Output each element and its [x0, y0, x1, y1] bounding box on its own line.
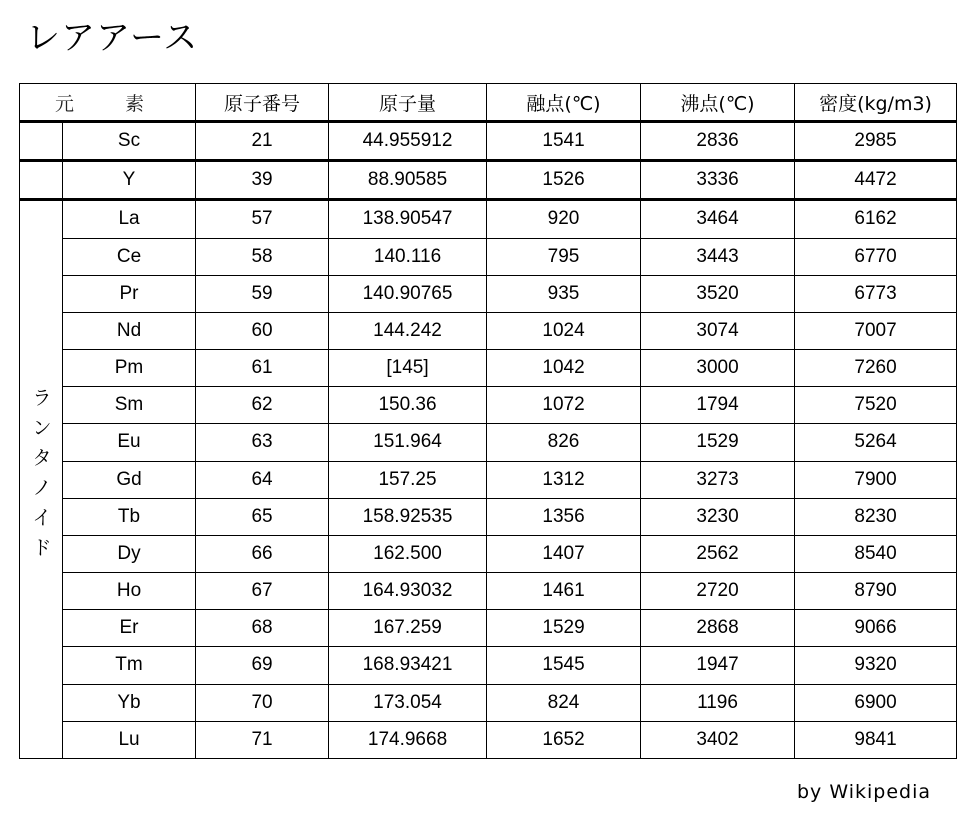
table-body [20, 122, 957, 759]
cell-atomic-weight: 173.054 [329, 684, 487, 721]
cell-atomic-weight: 164.93032 [329, 573, 487, 610]
cell-melting-point: 1024 [487, 312, 641, 349]
cell-symbol: Er [63, 610, 196, 647]
cell-atomic-weight: 174.9668 [329, 721, 487, 758]
cell-symbol: Pm [63, 350, 196, 387]
cell-density: 7007 [795, 312, 957, 349]
table-row [20, 498, 957, 535]
cell-boiling-point: 3443 [641, 238, 795, 275]
table-row [20, 647, 957, 684]
cell-density: 8230 [795, 498, 957, 535]
lanthanoid-group-cell [20, 200, 63, 759]
cell-boiling-point: 3230 [641, 498, 795, 535]
cell-melting-point: 795 [487, 238, 641, 275]
group-cell-empty [20, 161, 63, 200]
credit-text: by Wikipedia [796, 781, 931, 803]
header-density: 密度(kg/m3) [795, 84, 957, 122]
cell-density: 2985 [795, 122, 957, 161]
cell-symbol: Sm [63, 387, 196, 424]
cell-symbol: Tm [63, 647, 196, 684]
cell-melting-point: 1072 [487, 387, 641, 424]
cell-density: 6770 [795, 238, 957, 275]
cell-atomic-number: 69 [196, 647, 329, 684]
cell-density: 7260 [795, 350, 957, 387]
cell-symbol: Tb [63, 498, 196, 535]
cell-melting-point: 920 [487, 200, 641, 238]
cell-symbol: Sc [63, 122, 196, 161]
table-row [20, 424, 957, 461]
cell-melting-point: 935 [487, 275, 641, 312]
cell-symbol: Eu [63, 424, 196, 461]
rare-earth-table [19, 83, 957, 759]
cell-atomic-number: 68 [196, 610, 329, 647]
cell-density: 6900 [795, 684, 957, 721]
cell-boiling-point: 2562 [641, 535, 795, 572]
table-row [20, 573, 957, 610]
table-row [20, 461, 957, 498]
cell-atomic-weight: 167.259 [329, 610, 487, 647]
cell-atomic-number: 62 [196, 387, 329, 424]
cell-density: 9066 [795, 610, 957, 647]
cell-melting-point: 1545 [487, 647, 641, 684]
cell-atomic-number: 58 [196, 238, 329, 275]
cell-density: 6162 [795, 200, 957, 238]
cell-atomic-weight: 88.90585 [329, 161, 487, 200]
cell-symbol: La [63, 200, 196, 238]
cell-atomic-number: 63 [196, 424, 329, 461]
table-row [20, 312, 957, 349]
cell-boiling-point: 3464 [641, 200, 795, 238]
cell-atomic-weight: 138.90547 [329, 200, 487, 238]
cell-atomic-number: 59 [196, 275, 329, 312]
cell-melting-point: 1526 [487, 161, 641, 200]
table-row [20, 535, 957, 572]
cell-density: 7520 [795, 387, 957, 424]
cell-atomic-number: 21 [196, 122, 329, 161]
cell-density: 4472 [795, 161, 957, 200]
table-row [20, 721, 957, 758]
cell-atomic-number: 60 [196, 312, 329, 349]
cell-atomic-number: 71 [196, 721, 329, 758]
table-row [20, 161, 957, 200]
table-row [20, 610, 957, 647]
cell-boiling-point: 3520 [641, 275, 795, 312]
cell-boiling-point: 3273 [641, 461, 795, 498]
cell-symbol: Lu [63, 721, 196, 758]
cell-atomic-number: 39 [196, 161, 329, 200]
cell-boiling-point: 1794 [641, 387, 795, 424]
table-row [20, 238, 957, 275]
cell-melting-point: 1042 [487, 350, 641, 387]
cell-atomic-weight: 150.36 [329, 387, 487, 424]
cell-atomic-weight: 168.93421 [329, 647, 487, 684]
cell-atomic-number: 67 [196, 573, 329, 610]
header-atomic-number: 原子番号 [196, 84, 329, 122]
header-boiling-point: 沸点(℃) [641, 84, 795, 122]
cell-density: 6773 [795, 275, 957, 312]
cell-density: 7900 [795, 461, 957, 498]
cell-atomic-weight: 157.25 [329, 461, 487, 498]
cell-melting-point: 1541 [487, 122, 641, 161]
table-row [20, 275, 957, 312]
cell-boiling-point: 2836 [641, 122, 795, 161]
cell-symbol: Dy [63, 535, 196, 572]
cell-boiling-point: 3336 [641, 161, 795, 200]
lanthanoid-label: ランタノイド [28, 386, 53, 567]
cell-boiling-point: 1947 [641, 647, 795, 684]
cell-atomic-number: 70 [196, 684, 329, 721]
cell-melting-point: 1652 [487, 721, 641, 758]
cell-density: 9320 [795, 647, 957, 684]
cell-boiling-point: 3074 [641, 312, 795, 349]
cell-symbol: Gd [63, 461, 196, 498]
table-header-row [20, 84, 957, 122]
cell-atomic-number: 66 [196, 535, 329, 572]
cell-atomic-weight: 140.90765 [329, 275, 487, 312]
cell-symbol: Yb [63, 684, 196, 721]
cell-melting-point: 826 [487, 424, 641, 461]
header-element: 元 素 [20, 84, 196, 122]
cell-melting-point: 1529 [487, 610, 641, 647]
cell-atomic-weight: 158.92535 [329, 498, 487, 535]
cell-atomic-number: 65 [196, 498, 329, 535]
cell-atomic-number: 61 [196, 350, 329, 387]
page-title: レアアース [26, 18, 199, 58]
cell-melting-point: 1407 [487, 535, 641, 572]
cell-symbol: Pr [63, 275, 196, 312]
cell-atomic-weight: 140.116 [329, 238, 487, 275]
cell-symbol: Ce [63, 238, 196, 275]
cell-melting-point: 824 [487, 684, 641, 721]
cell-atomic-weight: 151.964 [329, 424, 487, 461]
header-melting-point: 融点(℃) [487, 84, 641, 122]
cell-atomic-number: 57 [196, 200, 329, 238]
cell-symbol: Nd [63, 312, 196, 349]
cell-density: 5264 [795, 424, 957, 461]
cell-density: 8540 [795, 535, 957, 572]
cell-symbol: Ho [63, 573, 196, 610]
cell-boiling-point: 3402 [641, 721, 795, 758]
cell-melting-point: 1356 [487, 498, 641, 535]
table-row [20, 387, 957, 424]
cell-boiling-point: 1196 [641, 684, 795, 721]
table-row [20, 350, 957, 387]
cell-atomic-number: 64 [196, 461, 329, 498]
table-row [20, 200, 957, 238]
table-row [20, 122, 957, 161]
table-row [20, 684, 957, 721]
cell-boiling-point: 2720 [641, 573, 795, 610]
cell-boiling-point: 1529 [641, 424, 795, 461]
cell-melting-point: 1461 [487, 573, 641, 610]
group-cell-empty [20, 122, 63, 161]
cell-density: 9841 [795, 721, 957, 758]
cell-symbol: Y [63, 161, 196, 200]
cell-atomic-weight: [145] [329, 350, 487, 387]
cell-density: 8790 [795, 573, 957, 610]
cell-atomic-weight: 144.242 [329, 312, 487, 349]
cell-atomic-weight: 44.955912 [329, 122, 487, 161]
cell-boiling-point: 3000 [641, 350, 795, 387]
cell-melting-point: 1312 [487, 461, 641, 498]
cell-boiling-point: 2868 [641, 610, 795, 647]
header-atomic-weight: 原子量 [329, 84, 487, 122]
cell-atomic-weight: 162.500 [329, 535, 487, 572]
